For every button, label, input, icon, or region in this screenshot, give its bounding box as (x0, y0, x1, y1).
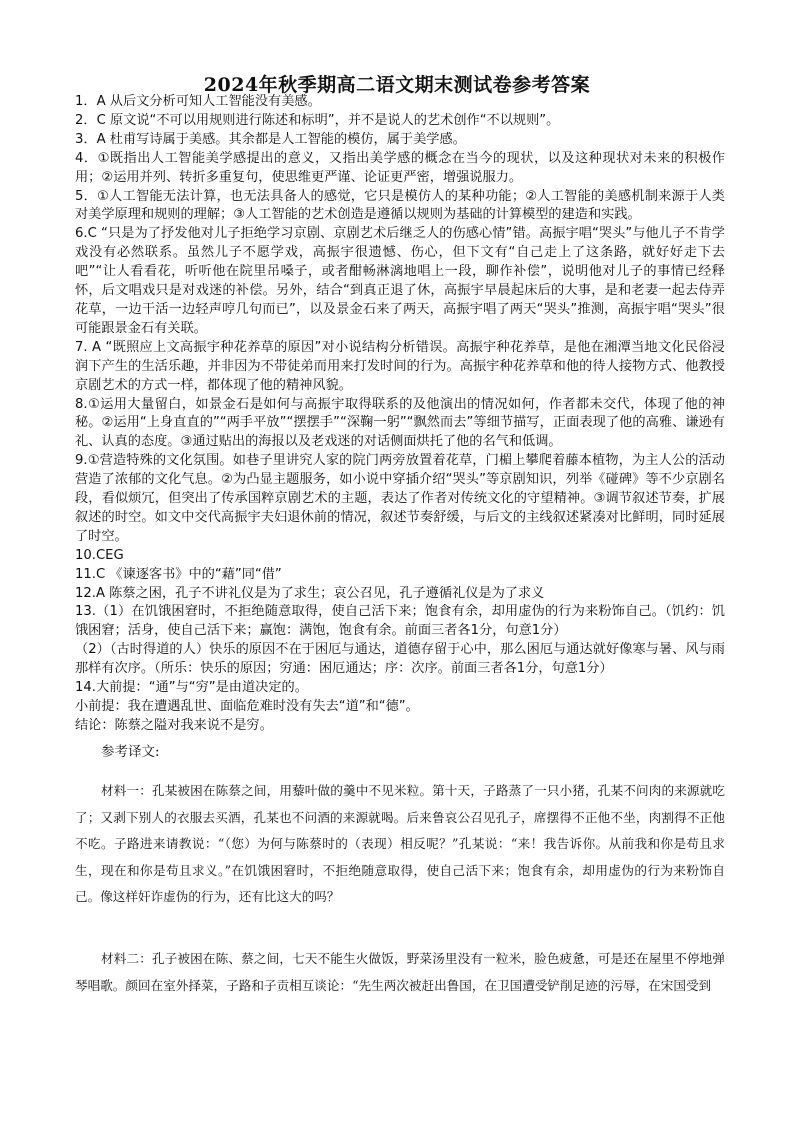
answer-6: 6.C “只是为了抒发他对儿子拒绝学习京剧、京剧艺术后继乏人的伤感心情”错。高振宇唱“哭头”与他儿子不肯学戏没有必然联系。虽然儿子不愿学戏，高振宇很遗憾、伤心，但下文有“自己走上了这条路，就好好走下去吧”“让人看看花，听听他在院里吊嗓子，或者酣畅淋漓地唱上一段，聊作补偿”，说明他对儿子的事情已经释怀，后文唱戏只是对戏迷的补偿。另外，结合“到真正退了休，高振宇早晨起床后的大事，是和老妻一起去侍弄花草，一边干活一边轻声哼几句而已”，以及景金石来了两天，高振宇唱了两天“哭头”推测，高振宇唱“哭头”很可能跟景金石有关联。 (75, 226, 725, 336)
answer-list (75, 93, 725, 736)
answer-2: 2．C 原文说“不可以用规则进行陈述和标明”，并不是说人的艺术创作“不以规则”。 (75, 112, 560, 128)
translation-material-2: 材料二：孔子被困在陈、蔡之间，七天不能生火做饭，野菜汤里没有一粒米，脸色疲惫，可是还在屋里不停地弹琴唱歌。颜回在室外择菜，子路和子贡相互谈论：“先生两次被赶出鲁国，在卫国遭受铲削足迹的污辱，在宋国受到 (75, 951, 725, 993)
answer-14-conclusion: 结论：陈蔡之隘对我来说不是穷。 (75, 717, 273, 733)
answer-9: 9.①营造特殊的文化氛围。如巷子里讲究人家的院门两旁放置着花草，门楣上攀爬着藤本植物，为主人公的活动营造了浓郁的文化气息。②为凸显主题服务，如小说中穿插介绍“哭头”等京剧知识，列举《碰碑》等不少京剧名段，看似烦冗，但突出了传承国粹京剧艺术的主题，表达了作者对传统文化的守望精神。③调节叙述节奏，扩展叙述的时空。如文中交代高振宇夫妇退休前的情况，叙述节奏舒缓，与后文的主线叙述紧凑对比鲜明，同时延展了时空。 (75, 453, 725, 544)
answer-7: 7. A “既照应上文高振宇种花养草的原因”对小说结构分析错误。高振宇种花养草，是他在湘潭当地文化民俗浸润下产生的生活乐趣，并非因为不带徒弟而用来打发时间的行为。高振宇种花养草和他的待人接物方式、他教授京剧艺术的方式一样，都体现了他的精神风貌。 (75, 339, 725, 393)
answer-10: 10.CEG (75, 547, 124, 563)
translation-label: 参考译文: (101, 744, 160, 760)
answer-13-part-1: 13.（1）在饥饿困窘时，不拒绝随意取得，使自己活下来；饱食有余，却用虚伪的行为来粉饰自己。（饥约：饥饿困窘；活身，使自己活下来；赢饱：满饱，饱食有余。前面三者各1分，句意1分） (75, 604, 725, 639)
answer-14-major-premise: 14.大前提：“通”与“穷”是由道决定的。 (75, 680, 308, 696)
answer-12: 12.A 陈蔡之困，孔子不讲礼仪是为了求生；哀公召见，孔子遵循礼仪是为了求义 (75, 585, 545, 601)
translation-material-1: 材料一：孔某被困在陈蔡之间，用藜叶做的羹中不见米粒。第十天，子路蒸了一只小猪，孔某不问肉的来源就吃了；又剥下别人的衣服去买酒，孔某也不问酒的来源就喝。后来鲁哀公召见孔子，席摆得不正他不坐，肉割得不正他不吃。子路进来请教说：“（您）为何与陈蔡时的（表现）相反呢？”孔某说：“来！我告诉你。从前我和你是苟且求生，现在和你是苟且求义。”在饥饿困窘时，不拒绝随意取得，使自己活下来；饱食有余，却用虚伪的行为来粉饰自己。像这样奸诈虚伪的行为，还有比这大的吗？ (75, 783, 725, 904)
answer-3: 3．A 杜甫写诗属于美感。其余都是人工智能的模仿，属于美学感。 (75, 131, 466, 147)
answer-4: 4．①既指出人工智能美学感提出的意义，又指出美学感的概念在当今的现状，以及这种现状对未来的积极作用；②运用并列、转折多重复句，使思维更严谨、论证更严密，增强说服力。 (75, 150, 725, 185)
answer-5: 5．①人工智能无法计算，也无法具备人的感觉，它只是模仿人的某种功能；②人工智能的美感机制来源于人类对美学原理和规则的理解；③人工智能的艺术创造是遵循以规则为基础的计算模型的建造和实践。 (75, 188, 725, 223)
answer-1: 1．A 从后文分析可知人工智能没有美感。 (75, 94, 321, 109)
page-title: 2024年秋季期高二语文期末测试卷参考答案 (203, 74, 591, 96)
answer-11: 11.C 《谏逐客书》中的“藉”同“借” (75, 566, 282, 582)
answer-13-part-2: （2）（古时得道的人）快乐的原因不在于困厄与通达，道德存留于心中，那么困厄与通达就好像寒与暑、风与雨那样有次序。（所乐：快乐的原因；穷通：困厄通达；序：次序。前面三者各1分，句意1分） (75, 642, 725, 677)
answer-8: 8.①运用大量留白，如景金石是如何与高振宇取得联系的及他演出的情况如何，作者都未交代，体现了他的神秘。②运用“上身直直的”“两手平放”“摆摆手”“深鞠一躬”“飘然而去”等细节描写，正面表现了他的高雅、谦逊有礼、认真的态度。③通过贴出的海报以及老戏迷的对话侧面烘托了他的名气和低调。 (75, 396, 725, 450)
answer-14-minor-premise: 小前提：我在遭遇乱世、面临危难时没有失去“道”和“德”。 (75, 699, 419, 714)
